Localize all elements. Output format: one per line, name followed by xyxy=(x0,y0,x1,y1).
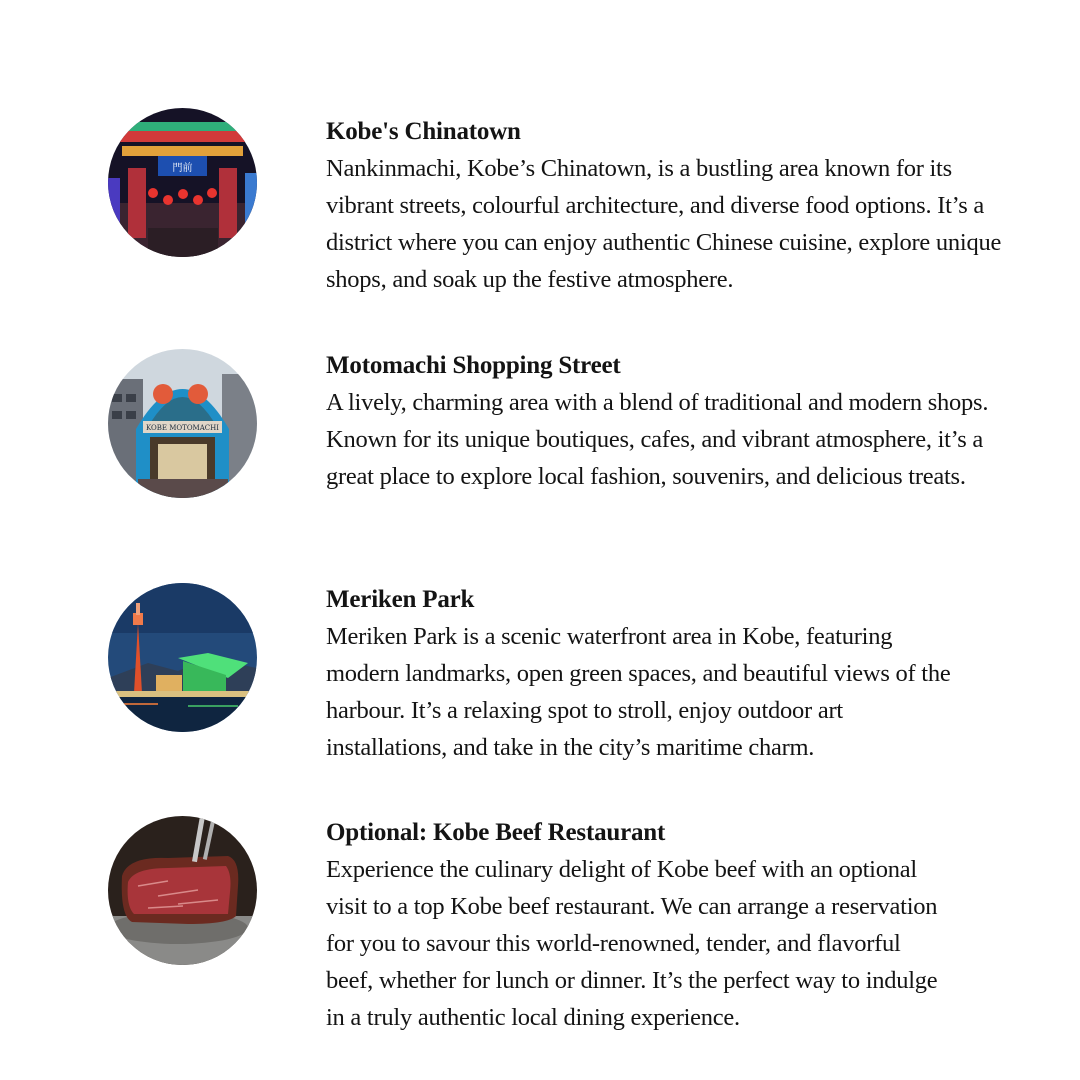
description-line: harbour. It’s a relaxing spot to stroll, enjoy outdoor art xyxy=(326,697,843,724)
description-line: beef, whether for lunch or dinner. It’s the perfect way to indulge xyxy=(326,967,938,994)
arcade-sign: KOBE MOTOMACHI xyxy=(145,424,220,432)
kobe-beef-photo xyxy=(108,816,257,965)
description-line: A lively, charming area with a blend of traditional and modern shops. xyxy=(326,389,989,416)
motomachi-arcade-illustration xyxy=(108,349,257,498)
description-line: great place to explore local fashion, souvenirs, and delicious treats. xyxy=(326,463,966,490)
attraction-title: Motomachi Shopping Street xyxy=(326,352,621,379)
motomachi-photo xyxy=(108,349,257,498)
description-line: vibrant streets, colourful architecture, and diverse food options. It’s a xyxy=(326,192,985,219)
meriken-park-photo xyxy=(108,583,257,732)
meriken-park-illustration xyxy=(108,583,257,732)
description-line: Meriken Park is a scenic waterfront area in Kobe, featuring xyxy=(326,623,893,650)
description-line: Nankinmachi, Kobe’s Chinatown, is a bustling area known for its xyxy=(326,155,952,182)
description-line: in a truly authentic local dining experience. xyxy=(326,1004,740,1031)
chinatown-gate-illustration xyxy=(108,108,257,257)
description-line: modern landmarks, open green spaces, and beautiful views of the xyxy=(326,660,951,687)
attraction-title: Optional: Kobe Beef Restaurant xyxy=(326,819,666,846)
description-line: visit to a top Kobe beef restaurant. We can arrange a reservation xyxy=(326,893,938,920)
attraction-title: Kobe's Chinatown xyxy=(326,118,521,145)
description-line: Experience the culinary delight of Kobe beef with an optional xyxy=(326,856,917,883)
description-line: Known for its unique boutiques, cafes, and vibrant atmosphere, it’s a xyxy=(326,426,984,453)
chinatown-photo xyxy=(108,108,257,257)
description-line: shops, and soak up the festive atmosphere. xyxy=(326,266,734,293)
description-line: for you to savour this world-renowned, tender, and flavorful xyxy=(326,930,901,957)
description-line: installations, and take in the city’s maritime charm. xyxy=(326,734,815,761)
gate-sign: 門前 xyxy=(172,163,193,174)
description-line: district where you can enjoy authentic Chinese cuisine, explore unique xyxy=(326,229,1002,256)
attraction-title: Meriken Park xyxy=(326,586,475,613)
kobe-beef-illustration xyxy=(108,816,257,965)
